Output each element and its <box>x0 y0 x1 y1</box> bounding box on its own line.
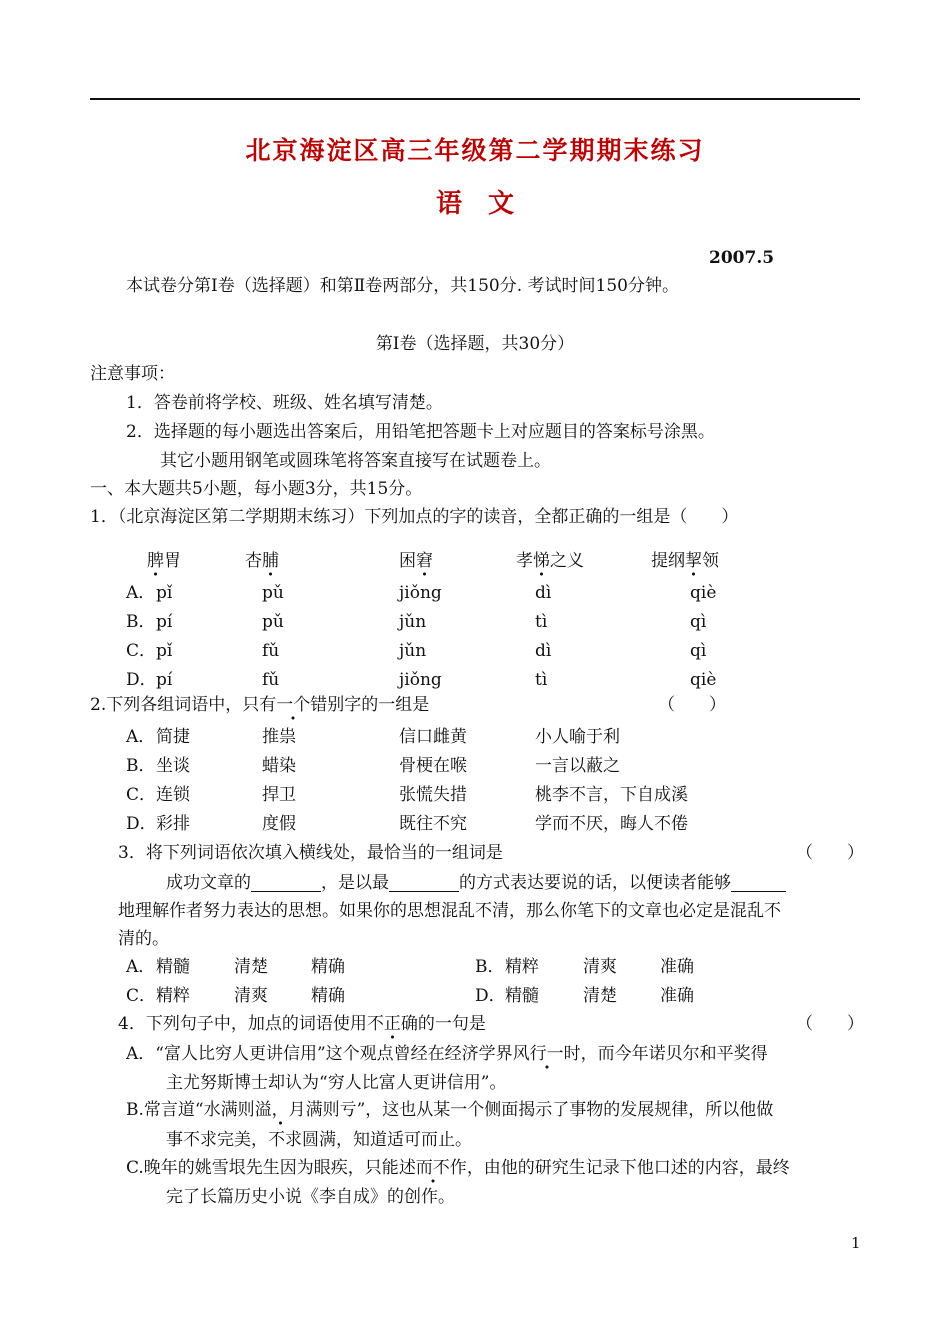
q3-passage-line1: 成功文章的 ，是以最 的方式表达要说的话，以便读者能够 <box>166 874 786 892</box>
option-label: A． <box>126 583 156 603</box>
pinyin: pǐ <box>156 641 173 661</box>
pinyin: fǔ <box>262 641 280 661</box>
option-word: 清楚 <box>583 986 617 1006</box>
option-label: D． <box>475 986 506 1006</box>
notice-title: 注意事项： <box>90 364 175 384</box>
option-word: 坐谈 <box>156 756 190 776</box>
option-word: 小人喻于利 <box>535 727 620 747</box>
option-word: 简捷 <box>156 727 190 747</box>
pinyin: qiè <box>690 583 717 603</box>
notice-item-3: 其它小题用钢笔或圆珠笔将答案直接写在试题卷上。 <box>160 451 551 471</box>
fill-blank <box>251 874 321 892</box>
pinyin: jǔn <box>399 641 427 661</box>
option-word: 精粹 <box>156 986 190 1006</box>
option-label: C． <box>126 986 157 1006</box>
notice-item-1: 1．答卷前将学校、班级、姓名填写清楚。 <box>126 393 443 413</box>
pinyin: dì <box>535 583 552 603</box>
q1-word: 提纲挈领 <box>651 553 719 570</box>
pinyin: pí <box>156 612 173 632</box>
option-word: 清楚 <box>234 957 268 977</box>
option-label: A． <box>126 727 156 747</box>
option-word: 桃李不言，下自成溪 <box>535 785 688 805</box>
q1-word: 杏脯 <box>245 553 279 570</box>
pinyin: pǔ <box>262 583 284 603</box>
option-word: 彩排 <box>156 814 190 834</box>
option-word: 骨梗在喉 <box>399 756 467 776</box>
q1-word: 脾胃 <box>147 553 181 570</box>
option-word: 清爽 <box>583 957 617 977</box>
q3-stem: 3．将下列词语依次填入横线处，最恰当的一组词是 <box>118 843 503 863</box>
option-word: 度假 <box>262 814 296 834</box>
part1-heading: 第Ⅰ卷（选择题，共30分） <box>375 334 575 354</box>
option-label: D． <box>126 670 157 690</box>
option-label: B． <box>126 612 156 632</box>
q3-answer-paren: （ ） <box>796 843 864 863</box>
pinyin: qì <box>690 641 707 661</box>
pinyin: qiè <box>690 670 717 690</box>
option-word: 连锁 <box>156 785 190 805</box>
pinyin: pǐ <box>156 583 173 603</box>
q1-word: 困窘 <box>399 553 433 570</box>
option-word: 一言以蔽之 <box>535 756 620 776</box>
pinyin: jiǒng <box>399 670 442 690</box>
option-word: 准确 <box>660 986 694 1006</box>
fill-blank <box>731 874 786 892</box>
pinyin: tì <box>535 670 548 690</box>
notice-item-2: 2．选择题的每小题选出答案后，用铅笔把答题卡上对应题目的答案标号涂黑。 <box>126 422 715 442</box>
option-label: D． <box>126 814 157 834</box>
page-number: 1 <box>851 1234 861 1252</box>
option-word: 捍卫 <box>262 785 296 805</box>
q4-option-b-cont: 事不求完美，不求圆满，知道适可而止。 <box>166 1130 472 1150</box>
option-word: 既往不究 <box>399 814 467 834</box>
q4-option-c: C.晚年的姚雪垠先生因为眼疾，只能述而不作，由他的研究生记录下他口述的内容，最终 <box>126 1160 790 1177</box>
q4-option-a-cont: 主尤努斯博士却认为“穷人比富人更讲信用”。 <box>166 1073 507 1093</box>
option-label: B． <box>475 957 505 977</box>
q4-option-b: B.常言道“水满则溢，月满则亏”，这也从某一个侧面揭示了事物的发展规律，所以他做 <box>126 1102 773 1119</box>
option-word: 精确 <box>311 957 345 977</box>
option-word: 准确 <box>660 957 694 977</box>
exam-title: 北京海淀区高三年级第二学期期末练习 <box>245 136 705 165</box>
q3-passage-line3: 清的。 <box>118 929 169 949</box>
subject-title: 语 文 <box>435 189 514 219</box>
pinyin: pí <box>156 670 173 690</box>
pinyin: pǔ <box>262 612 284 632</box>
option-word: 清爽 <box>234 986 268 1006</box>
section-heading: 一、本大题共5小题，每小题3分，共15分。 <box>90 479 423 499</box>
pinyin: jǔn <box>399 612 427 632</box>
option-word: 精确 <box>311 986 345 1006</box>
option-label: C． <box>126 785 157 805</box>
pinyin: tì <box>535 612 548 632</box>
q1-word: 孝悌之义 <box>516 553 584 570</box>
option-word: 学而不厌，晦人不倦 <box>535 814 688 834</box>
q4-option-c-cont: 完了长篇历史小说《李自成》的创作。 <box>166 1187 455 1207</box>
q4-option-a: A．“富人比穷人更讲信用”这个观点曾经在经济学界风行一时，而今年诺贝尔和平奖得 <box>126 1046 768 1063</box>
pinyin: dì <box>535 641 552 661</box>
q4-answer-paren: （ ） <box>796 1014 864 1034</box>
option-word: 信口雌黄 <box>399 727 467 747</box>
option-label: C． <box>126 641 157 661</box>
option-word: 蜡染 <box>262 756 296 776</box>
fill-blank <box>389 874 459 892</box>
exam-intro: 本试卷分第Ⅰ卷（选择题）和第Ⅱ卷两部分，共150分. 考试时间150分钟。 <box>126 276 679 296</box>
option-word: 精粹 <box>505 957 539 977</box>
option-word: 推祟 <box>262 727 296 747</box>
top-rule <box>90 98 860 100</box>
option-word: 精髓 <box>505 986 539 1006</box>
option-word: 精髓 <box>156 957 190 977</box>
q3-passage-line2: 地理解作者努力表达的思想。如果你的思想混乱不清，那么你笔下的文章也必定是混乱不 <box>118 901 781 921</box>
pinyin: jiǒng <box>399 583 442 603</box>
q4-stem: 4．下列句子中，加点的词语使用不正确的一句是 <box>118 1016 486 1033</box>
option-label: A． <box>126 957 156 977</box>
pinyin: fǔ <box>262 670 280 690</box>
exam-date: 2007.5 <box>709 248 775 268</box>
pinyin: qì <box>690 612 707 632</box>
q2-stem: 2.下列各组词语中，只有一个错别字的一组是 <box>90 697 429 714</box>
option-word: 张慌失措 <box>399 785 467 805</box>
q1-stem: 1．（北京海淀区第二学期期末练习）下列加点的字的读音，全都正确的一组是（ ） <box>90 507 739 527</box>
q2-answer-paren: （ ） <box>658 695 726 715</box>
option-label: B． <box>126 756 156 776</box>
